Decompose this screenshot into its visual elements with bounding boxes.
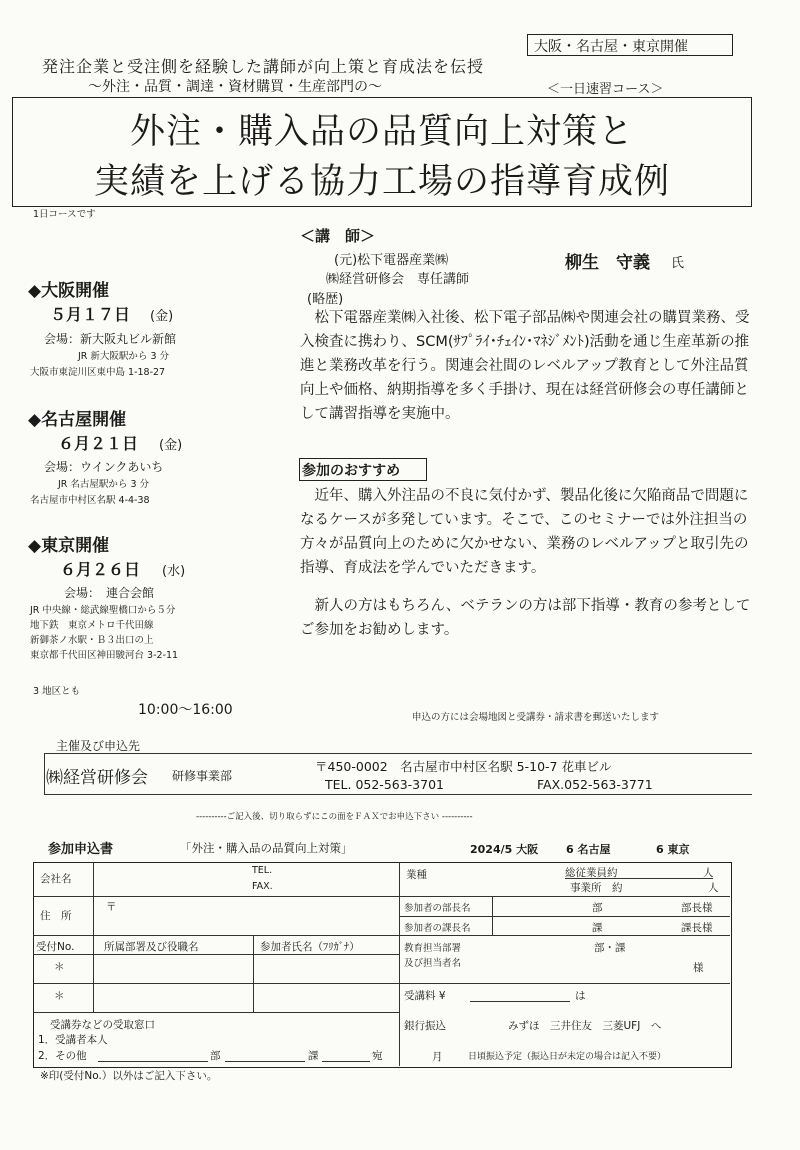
edu-sama: 様 [693, 962, 704, 974]
manager-label: 参加者の部長名 [404, 903, 471, 914]
edu-dept-section: 部・課 [594, 942, 626, 954]
venue-date: ６月２６日 [60, 560, 141, 579]
subtitle-1: 発注企業と受注側を経験した講師が向上策と育成法を伝授 [42, 57, 485, 76]
venue-access: JR 名古屋駅から 3 分 [58, 479, 150, 490]
manager-dept-unit: 部 [592, 902, 603, 914]
form-title: 参加申込書 [48, 842, 114, 857]
form-rule [33, 954, 399, 955]
region-badge-text: 大阪・名古屋・東京開催 [534, 39, 688, 55]
form-osaka: 2024/5 大阪 [470, 843, 539, 856]
region-badge [527, 34, 733, 56]
form-rule [399, 896, 730, 897]
venue-hall: 会場：新大阪丸ビル新館 [44, 332, 177, 346]
form-rule [399, 935, 730, 936]
fee-label: 受講料 ¥ [404, 990, 446, 1002]
chief-suffix: 課長様 [681, 922, 713, 934]
course-note: 1日コースです [33, 209, 96, 220]
title-box [12, 97, 752, 207]
venue-address-line1: 地下鉄 東京メトロ千代田線 [30, 620, 154, 631]
offices-label: 事業所 約 [570, 882, 623, 894]
venue-dow: (金) [159, 438, 183, 453]
payment-month: 月 [432, 1051, 443, 1063]
window-option-2: 2．その他 [38, 1050, 87, 1062]
organizer-company: ㈱経営研修会 [46, 768, 148, 788]
organizer-bottom-rule [44, 794, 752, 795]
lecturer-org2: ㈱経営研修会 専任講師 [326, 272, 470, 287]
form-tokyo: 6 東京 [656, 843, 690, 856]
venue-address: 大阪市東淀川区東中島 1-18-27 [30, 367, 166, 378]
time-value: 10:00～16:00 [138, 702, 233, 718]
lecturer-name: 柳生 守義 [565, 253, 650, 273]
venue-heading: ◆名古屋開催 [28, 410, 127, 430]
employees-label: 総従業員約 [565, 867, 618, 879]
mail-note: 申込の方には会場地図と受講券・請求書を郵送いたします [412, 712, 660, 723]
company-field[interactable] [110, 866, 240, 890]
venue-address-line2: 新御茶ノ水駅・Ｂ３出口の上 [30, 635, 154, 646]
window-dept-unit: 部 [210, 1050, 221, 1062]
industry-label: 業種 [406, 869, 427, 881]
venue-access: JR 新大阪駅から 3 分 [78, 351, 170, 362]
window-option-1: 1．受講者本人 [38, 1034, 108, 1046]
recommend-heading-box [299, 458, 427, 481]
tel-label: TEL. [252, 865, 273, 876]
reception-star-1: ＊ [54, 961, 65, 973]
venue-date: ５月１７日 [50, 305, 131, 324]
employees-rule [565, 878, 713, 879]
dept-title-label: 所属部署及び役職名 [104, 941, 199, 953]
subtitle-2: ～外注・品質・調達・資材購買・生産部門の～ [88, 79, 382, 95]
form-nagoya: 6 名古屋 [566, 843, 611, 856]
reception-star-2: ＊ [54, 990, 65, 1002]
company-label: 会社名 [40, 873, 72, 885]
dept-title-field-1[interactable] [96, 956, 250, 981]
bank-label: 銀行振込 [404, 1020, 446, 1032]
venue-hall: 会場： 連合会館 [64, 586, 155, 600]
offices-unit: 人 [708, 882, 719, 894]
venue-address: 名古屋市中村区名駅 4-4-38 [30, 495, 150, 506]
form-course: 「外注・購入品の品質向上対策」 [180, 841, 353, 855]
attendee-label: 参加者氏名（ﾌﾘｶﾞﾅ） [260, 941, 360, 953]
chief-label: 参加者の課長名 [404, 923, 471, 934]
address-field[interactable] [120, 899, 390, 931]
reception-no-label: 受付No. [36, 941, 75, 953]
window-section-unit: 課 [308, 1050, 319, 1062]
window-blank-rule [225, 1061, 305, 1062]
window-blank-rule [322, 1061, 370, 1062]
organizer-postal: 〒450-0002 名古屋市中村区名駅 5-10-7 花車ビル [315, 759, 612, 774]
venue-hall: 会場：ウインクあいち [44, 460, 164, 474]
recommend-para2: 新人の方はもちろん、ベテランの方は部下指導・教育の参考としてご参加をお勧めします。 [300, 598, 751, 638]
address-label: 住 所 [40, 910, 72, 922]
recommend-para1: 近年、購入外注品の不良に気付かず、製品化後に欠陥商品で問題になるケースが多発しています。そこで、このセミナーでは外注担当の方々が品質向上のために欠かせない、業務のレベルアップと取引先の指導、育成法を学んでいただきます。 [300, 488, 749, 576]
form-divider [399, 862, 400, 1066]
attendee-field-1[interactable] [256, 956, 396, 981]
form-footnote: ※印(受付No.）以外はご記入下さい。 [40, 1070, 218, 1082]
venue-heading: ◆東京開催 [28, 536, 110, 556]
venue-heading: ◆大阪開催 [28, 281, 110, 301]
form-rule [33, 1012, 399, 1013]
venue-access: JR 中央線・総武線聖橋口から５分 [30, 605, 176, 616]
form-rule [33, 935, 399, 936]
employees-unit: 人 [703, 867, 714, 879]
fee-rule [470, 1001, 570, 1002]
form-rule [399, 983, 730, 984]
form-rule [93, 862, 94, 1012]
career-label: (略歴) [307, 292, 344, 307]
lecturer-org1: (元)松下電器産業㈱ [334, 253, 449, 268]
cut-note: ----------ご記入後、切り取らずにこの面をＦＡＸでお申込下さい ---------- [196, 812, 473, 822]
venue-address-line3: 東京都千代田区神田駿河台 3-2-11 [30, 650, 179, 661]
page-title-line1: 外注・購入品の品質向上対策と [129, 112, 634, 152]
venue-dow: (金) [150, 309, 174, 324]
window-blank-rule [98, 1061, 208, 1062]
time-label: 3 地区とも [33, 686, 81, 697]
manager-suffix: 部長様 [681, 902, 713, 914]
edu-label-1: 教育担当部署 [404, 943, 462, 954]
window-title: 受講券などの受取窓口 [50, 1019, 155, 1031]
form-rule [492, 896, 493, 935]
venue-date: ６月２１日 [58, 434, 139, 453]
lecturer-suffix: 氏 [671, 256, 685, 271]
organizer-tel: TEL. 052-563-3701 [325, 777, 444, 792]
edu-label-2: 及び担当者名 [404, 958, 462, 969]
form-rule [399, 916, 730, 917]
organizer-fax: FAX.052-563-3771 [537, 777, 653, 792]
fax-label: FAX. [252, 881, 273, 892]
fee-suffix: は [575, 990, 586, 1002]
form-rule [253, 935, 254, 1012]
attendee-field-2[interactable] [256, 985, 396, 1010]
page-title-line2: 実績を上げる協力工場の指導育成例 [93, 162, 670, 202]
form-rule [33, 896, 399, 897]
organizer-top-rule [44, 753, 752, 754]
chief-section-unit: 課 [592, 922, 603, 934]
payment-date-note: 日頃振込予定（振込日が未定の場合は記入不要） [468, 1052, 667, 1062]
form-rule [33, 983, 399, 984]
organizer-label: 主催及び申込先 [56, 739, 141, 753]
postal-mark: 〒 [106, 901, 117, 913]
organizer-left-rule [44, 753, 45, 794]
dept-title-field-2[interactable] [96, 985, 250, 1010]
lecturer-heading: ＜講 師＞ [300, 227, 376, 245]
window-to: 宛 [372, 1050, 383, 1062]
venue-dow: (水) [162, 564, 186, 579]
bank-names: みずほ 三井住友 三菱UFJ へ [508, 1020, 662, 1032]
lecturer-career: 松下電器産業㈱入社後、松下電子部品㈱や関連会社の購買業務、受入検査に携わり、SCM(ｻﾌﾟﾗｲ･ﾁｪｲﾝ･ﾏﾈｼﾞﾒﾝﾄ)活動を通じ生産革新の推進と業務改革を行う。関連会社間のレベルアップ教育として外注品質向上や価格、納期指導を多く手掛け、現在は経営研修会の専任講師として講習指導を実施中。 [300, 310, 750, 422]
recommend-heading: 参加のおすすめ [302, 463, 401, 479]
course-type: ＜一日速習コース＞ [547, 82, 664, 97]
organizer-dept: 研修事業部 [172, 769, 233, 783]
